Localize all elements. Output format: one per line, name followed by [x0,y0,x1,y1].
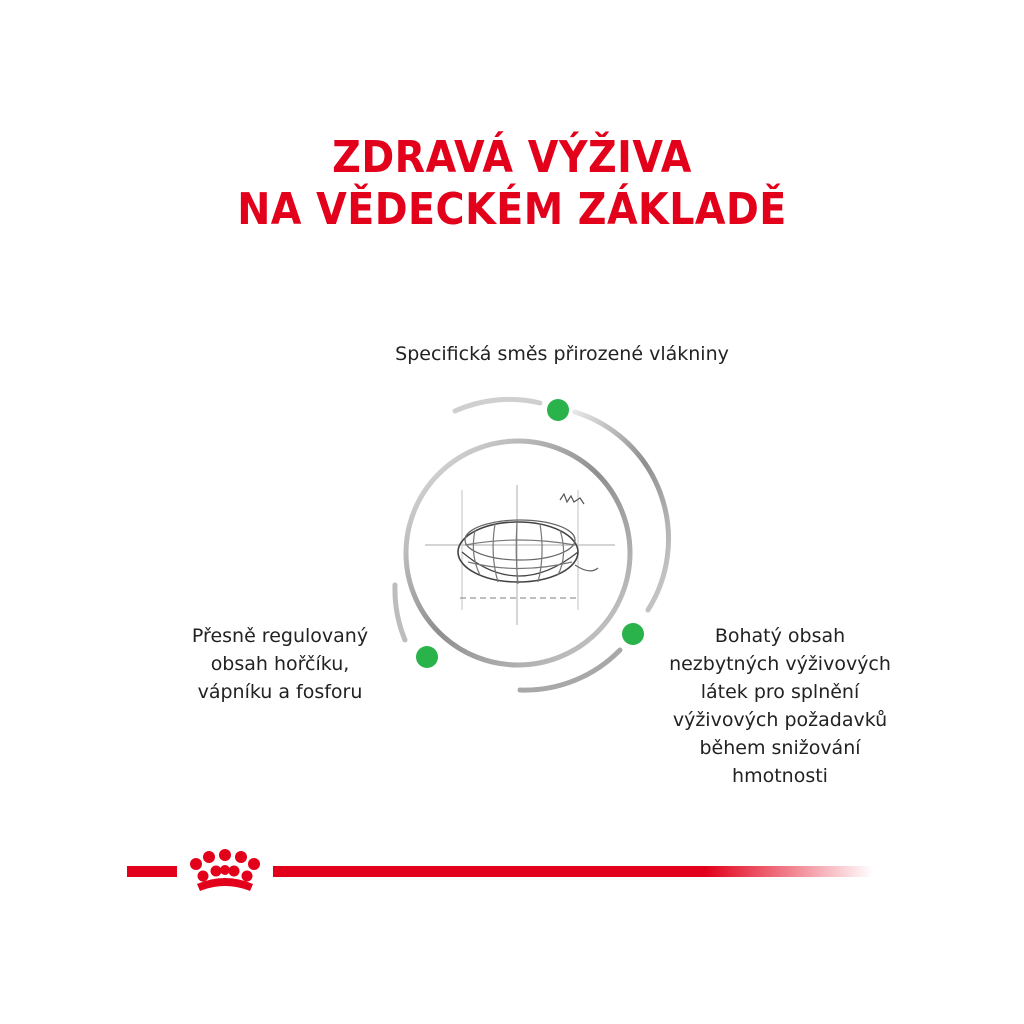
benefit-left-line: obsah hořčíku, [210,653,350,675]
benefit-dot-left [416,646,438,668]
brand-line-right [273,866,873,877]
benefit-right-line: nezbytných výživových [669,653,891,675]
kibble-sketch-icon [425,485,615,625]
benefit-left-line: Přesně regulovaný [191,625,369,647]
headline-line-2: NA VĚDECKÉM ZÁKLADĚ [237,184,787,235]
benefit-right-line: výživových požadavků [672,709,888,731]
benefit-right-line: hmotnosti [732,765,828,787]
inner-ring [406,441,630,665]
royal-canin-crown-icon [190,849,260,891]
brand-line-left [127,866,177,877]
benefit-top-line: Specifická směs přirozené vlákniny [395,343,729,365]
benefit-right-line: Bohatý obsah [714,625,846,647]
benefit-dot-right [622,623,644,645]
benefit-left-line: vápníku a fosforu [197,681,363,703]
benefit-dot-top [547,399,569,421]
headline-line-1: ZDRAVÁ VÝŽIVA [332,132,692,183]
benefit-right-line: během snižování [699,737,861,759]
benefit-right-line: látek pro splnění [700,681,860,703]
